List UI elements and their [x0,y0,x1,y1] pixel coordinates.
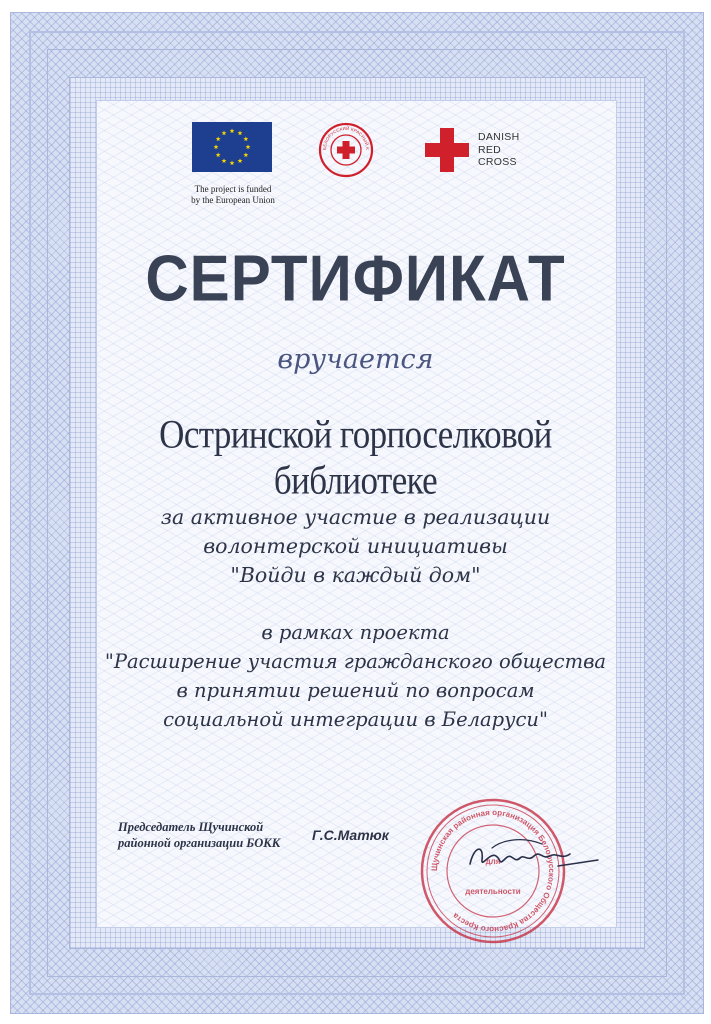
stamp-center-line2: деятельности [465,887,521,896]
role-line2: районной организации БОКК [118,836,281,850]
eu-flag-logo [192,122,272,172]
eu-star-icon [230,160,235,165]
eu-star-icon [222,131,227,136]
stamp-ring-text: Щучинская районная организация Белорусского Общества Красного Креста [429,807,557,935]
belarus-red-cross-logo [318,122,374,178]
eu-funding-caption [178,184,288,206]
eu-star-icon [216,152,221,157]
role-line1: Председатель Щучинской [118,820,264,834]
eu-star-icon [243,136,248,141]
stamp-center-line1: для [485,857,501,866]
eu-star-icon [246,144,251,149]
danish-red-cross-wordmark [478,131,548,169]
recipient-name: Остринской горпоселковой библиотеке [159,412,552,503]
certificate-title: СЕРТИФИКАТ [145,242,566,315]
project-line: в рамках проекта [261,621,450,644]
eu-caption-line2: by the European Union [191,195,275,205]
eu-star-icon [243,152,248,157]
project-line: в принятии решений по вопросам [176,679,535,702]
project-line: "Расширение участия гражданского общества [104,650,607,673]
drc-line1: DANISH [478,131,520,143]
project-line: социальной интеграции в Беларуси" [163,708,548,731]
bkk-ring-text: БЕЛОРУССКИЙ КРАСНЫЙ К [321,125,371,151]
project-description [96,618,615,734]
danish-red-cross-icon [425,128,469,172]
eu-star-icon [238,131,243,136]
eu-star-icon [214,144,219,149]
handwritten-signature [462,826,602,886]
award-reason [96,503,615,590]
reason-line: за активное участие в реализации [160,505,551,529]
eu-star-icon [238,158,243,163]
signatory-role [118,819,308,851]
drc-line2: RED [478,143,502,156]
drc-line3: CROSS [478,156,517,168]
signatory-name: Г.С.Матюк [312,827,389,843]
eu-star-icon [222,158,227,163]
reason-line: волонтерской инициативы [203,534,508,558]
eu-star-icon [216,136,221,141]
eu-caption-line1: The project is funded [194,184,272,194]
reason-line: "Войди в каждый дом" [230,563,481,587]
eu-star-icon [230,128,235,133]
awarded-to-text: вручается [277,344,434,375]
